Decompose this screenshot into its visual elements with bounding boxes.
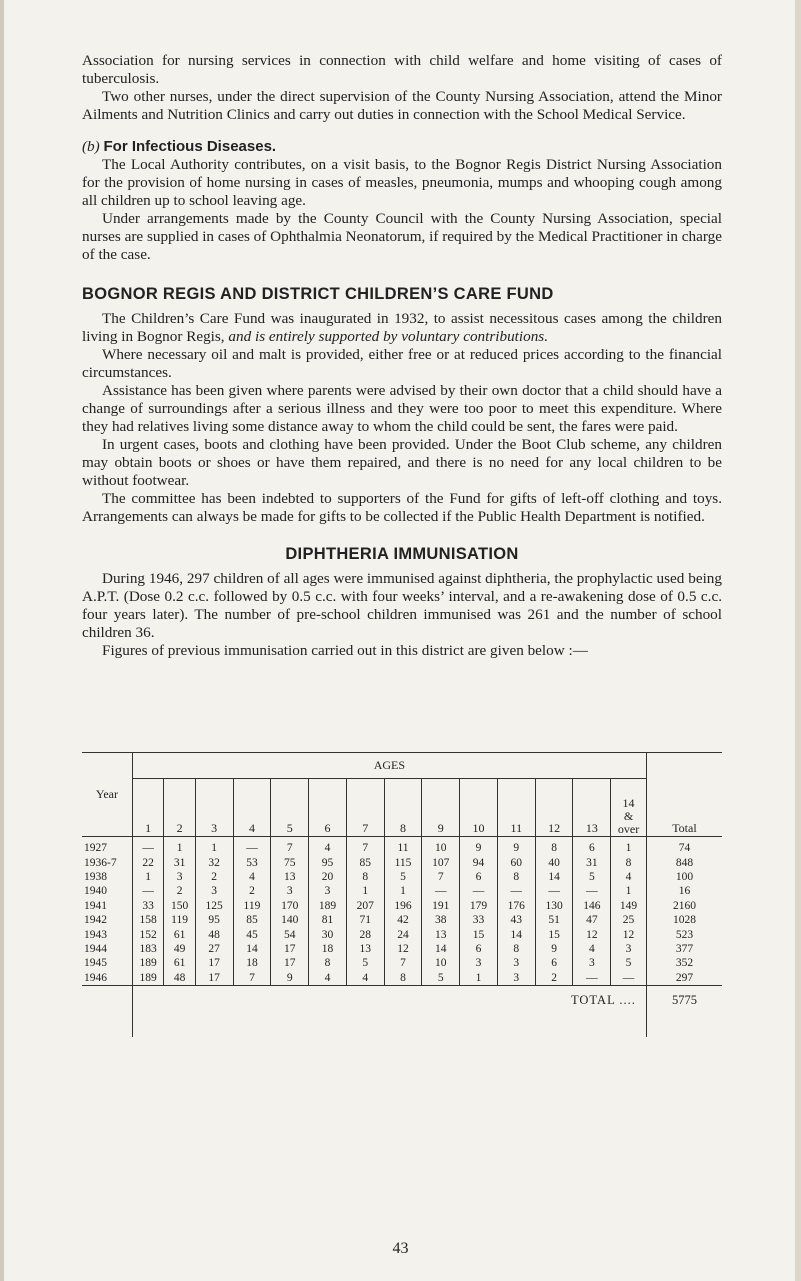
value-cell: 95 (309, 855, 347, 869)
row-total-cell: 2160 (646, 899, 722, 913)
value-cell: 3 (497, 956, 535, 970)
value-cell: 3 (309, 884, 347, 898)
value-cell: 130 (535, 899, 573, 913)
total-label: TOTAL .... (132, 985, 646, 1015)
value-cell: 107 (422, 855, 460, 869)
age-col-header: 2 (164, 779, 195, 837)
paragraph-assistance: Assistance has been given where parents were advised by their own doctor that a child should have a change of surroundings after a serious illness and they were too poor to meet this expenditure. Where they had relatives living some distance away to whom the child could be sent, the fares were paid. (82, 382, 722, 435)
value-cell: 119 (164, 913, 195, 927)
value-cell: 13 (346, 942, 384, 956)
age-header-row (82, 779, 722, 837)
value-cell: 5 (611, 956, 647, 970)
value-cell: 25 (611, 913, 647, 927)
value-cell: 43 (497, 913, 535, 927)
value-cell: — (573, 884, 611, 898)
age-col-header: 1 (132, 779, 163, 837)
value-cell: 4 (309, 837, 347, 856)
table-row (82, 913, 722, 927)
value-cell: 48 (195, 927, 233, 941)
value-cell: 17 (195, 971, 233, 986)
value-cell: 9 (271, 971, 309, 986)
year-cell: 1927 (84, 842, 107, 855)
value-cell: 3 (573, 956, 611, 970)
page-left-edge (0, 0, 4, 1281)
table-row (82, 884, 722, 898)
subsection-infectious-diseases (82, 138, 722, 156)
value-cell: 183 (132, 942, 163, 956)
row-total-cell: 352 (646, 956, 722, 970)
value-cell: 152 (132, 927, 163, 941)
value-cell: 51 (535, 913, 573, 927)
value-cell: 207 (346, 899, 384, 913)
value-cell: 1 (384, 884, 422, 898)
value-cell: — (132, 837, 163, 856)
age-col-header-over (611, 779, 647, 837)
paragraph-immunisation-1946: During 1946, 297 children of all ages were immunised against diphtheria, the prophylactic used being A.P.T. (Dose 0.2 c.c. followed by 0.5 c.c. with four weeks’ interval, and a re-awakening dose of 0.5 c.c. four years later). The number of pre-school children immunised was 261 and the number of school children 36. (82, 570, 722, 641)
value-cell: 95 (195, 913, 233, 927)
over-line-1: 14 (622, 796, 635, 810)
value-cell: 5 (573, 870, 611, 884)
footer-blank (82, 985, 132, 1015)
year-cell: 1941 (84, 899, 107, 912)
value-cell: 8 (497, 870, 535, 884)
year-cell: 1942 (84, 914, 107, 927)
value-cell: 5 (422, 971, 460, 986)
table-row (82, 956, 722, 970)
value-cell: 81 (309, 913, 347, 927)
footer-blank-2 (82, 1015, 132, 1037)
table-body (82, 837, 722, 986)
total-header: Total (646, 779, 722, 837)
document-body (82, 52, 722, 660)
value-cell: 61 (164, 956, 195, 970)
value-cell: 4 (233, 870, 271, 884)
value-cell: — (497, 884, 535, 898)
over-line-3: over (617, 822, 640, 836)
value-cell: 18 (309, 942, 347, 956)
value-cell: 18 (233, 956, 271, 970)
value-cell: 2 (195, 870, 233, 884)
value-cell: 13 (271, 870, 309, 884)
value-cell: 17 (195, 956, 233, 970)
value-cell: 20 (309, 870, 347, 884)
value-cell: — (460, 884, 498, 898)
footer-blank-3 (132, 1015, 646, 1037)
footer-blank-4 (646, 1015, 722, 1037)
value-cell: 9 (460, 837, 498, 856)
grand-total: 5775 (646, 985, 722, 1015)
table-row (82, 899, 722, 913)
row-total-cell: 16 (646, 884, 722, 898)
value-cell: 6 (460, 870, 498, 884)
value-cell: 4 (346, 971, 384, 986)
value-cell: 14 (233, 942, 271, 956)
value-cell: 9 (497, 837, 535, 856)
value-cell: 119 (233, 899, 271, 913)
year-cell: 1940 (84, 885, 107, 898)
value-cell: 1 (346, 884, 384, 898)
age-col-header: 13 (573, 779, 611, 837)
row-total-cell: 74 (646, 837, 722, 856)
value-cell: 10 (422, 956, 460, 970)
care-fund-intro-italic: and is entirely supported by voluntary contributions. (228, 328, 549, 345)
value-cell: — (573, 971, 611, 986)
value-cell: 8 (384, 971, 422, 986)
value-cell: 4 (573, 942, 611, 956)
value-cell: 170 (271, 899, 309, 913)
value-cell: 10 (422, 837, 460, 856)
value-cell: 6 (460, 942, 498, 956)
value-cell: 31 (164, 855, 195, 869)
year-cell: 1945 (84, 957, 107, 970)
value-cell: 176 (497, 899, 535, 913)
value-cell: 61 (164, 927, 195, 941)
value-cell: — (233, 837, 271, 856)
value-cell: 60 (497, 855, 535, 869)
age-col-header: 3 (195, 779, 233, 837)
value-cell: — (535, 884, 573, 898)
value-cell: 5 (384, 870, 422, 884)
value-cell: 2 (164, 884, 195, 898)
value-cell: 8 (309, 956, 347, 970)
value-cell: — (611, 971, 647, 986)
age-col-header: 5 (271, 779, 309, 837)
value-cell: 3 (497, 971, 535, 986)
value-cell: 31 (573, 855, 611, 869)
value-cell: 7 (271, 837, 309, 856)
age-col-header: 10 (460, 779, 498, 837)
value-cell: 1 (195, 837, 233, 856)
paragraph-boots-clothing: In urgent cases, boots and clothing have been provided. Under the Boot Club scheme, any children may obtain boots or shoes or have them repaired, and there is no need for any local children to be without footwear. (82, 436, 722, 489)
value-cell: 2 (535, 971, 573, 986)
value-cell: 1 (132, 870, 163, 884)
value-cell: 7 (233, 971, 271, 986)
value-cell: 2 (233, 884, 271, 898)
value-cell: 1 (611, 884, 647, 898)
value-cell: 146 (573, 899, 611, 913)
heading-care-fund: BOGNOR REGIS AND DISTRICT CHILDREN’S CARE FUND (82, 285, 554, 303)
value-cell: 14 (422, 942, 460, 956)
value-cell: 150 (164, 899, 195, 913)
value-cell: 17 (271, 942, 309, 956)
value-cell: 85 (233, 913, 271, 927)
value-cell: 13 (422, 927, 460, 941)
table-row (82, 942, 722, 956)
value-cell: 5 (346, 956, 384, 970)
value-cell: 3 (271, 884, 309, 898)
value-cell: 42 (384, 913, 422, 927)
row-total-cell: 848 (646, 855, 722, 869)
row-total-cell: 523 (646, 927, 722, 941)
value-cell: 48 (164, 971, 195, 986)
value-cell: 54 (271, 927, 309, 941)
paragraph-committee: The committee has been indebted to supporters of the Fund for gifts of left-off clothing and toys. Arrangements can always be made for gifts to be collected if the Public Health Department is notified. (82, 490, 722, 525)
value-cell: 8 (497, 942, 535, 956)
value-cell: — (132, 884, 163, 898)
value-cell: 3 (460, 956, 498, 970)
value-cell: 149 (611, 899, 647, 913)
row-total-cell: 297 (646, 971, 722, 986)
subsection-label: (b) (82, 138, 100, 155)
age-col-header: 4 (233, 779, 271, 837)
value-cell: 40 (535, 855, 573, 869)
age-col-header: 9 (422, 779, 460, 837)
subsection-heading: For Infectious Diseases. (103, 138, 277, 155)
value-cell: 9 (535, 942, 573, 956)
value-cell: 4 (309, 971, 347, 986)
value-cell: 125 (195, 899, 233, 913)
row-total-cell: 1028 (646, 913, 722, 927)
value-cell: 4 (611, 870, 647, 884)
year-header: Year (82, 753, 132, 837)
value-cell: 1 (611, 837, 647, 856)
value-cell: 8 (346, 870, 384, 884)
value-cell: 12 (573, 927, 611, 941)
table-row (82, 927, 722, 941)
value-cell: 196 (384, 899, 422, 913)
age-col-header: 12 (535, 779, 573, 837)
table-row (82, 855, 722, 869)
value-cell: 189 (132, 956, 163, 970)
age-col-header: 8 (384, 779, 422, 837)
age-col-header: 6 (309, 779, 347, 837)
table-row (82, 870, 722, 884)
year-cell: 1943 (84, 928, 107, 941)
value-cell: 14 (497, 927, 535, 941)
paragraph-nursing-association: Association for nursing services in connection with child welfare and home visiting of cases of tuberculosis. (82, 52, 722, 87)
care-fund-intro-text: The Children’s Care Fund was inaugurated in 1932, to assist necessitous cases among the children living in Bognor Regis, (82, 310, 722, 345)
value-cell: 22 (132, 855, 163, 869)
value-cell: 140 (271, 913, 309, 927)
paragraph-other-nurses: Two other nurses, under the direct supervision of the County Nursing Association, attend the Minor Ailments and Nutrition Clinics and carry out duties in connection with the School Medical Service. (82, 88, 722, 123)
value-cell: 3 (195, 884, 233, 898)
paragraph-care-fund-intro (82, 310, 722, 346)
value-cell: 94 (460, 855, 498, 869)
value-cell: 6 (573, 837, 611, 856)
age-col-header: 11 (497, 779, 535, 837)
value-cell: 189 (132, 971, 163, 986)
value-cell: 3 (611, 942, 647, 956)
table-row (82, 971, 722, 986)
value-cell: 189 (309, 899, 347, 913)
value-cell: 12 (384, 942, 422, 956)
value-cell: 30 (309, 927, 347, 941)
value-cell: 47 (573, 913, 611, 927)
row-total-cell: 377 (646, 942, 722, 956)
value-cell: 49 (164, 942, 195, 956)
age-col-header: 7 (346, 779, 384, 837)
value-cell: 158 (132, 913, 163, 927)
value-cell: 11 (384, 837, 422, 856)
value-cell: 85 (346, 855, 384, 869)
row-total-cell: 100 (646, 870, 722, 884)
value-cell: 15 (460, 927, 498, 941)
value-cell: 1 (460, 971, 498, 986)
table-row (82, 837, 722, 856)
value-cell: 75 (271, 855, 309, 869)
value-cell: 191 (422, 899, 460, 913)
value-cell: 45 (233, 927, 271, 941)
paragraph-local-authority: The Local Authority contributes, on a visit basis, to the Bognor Regis District Nursing Association for the provision of home nursing in cases of measles, pneumonia, mumps and whooping cough among all children up to school leaving age. (82, 156, 722, 209)
value-cell: 8 (535, 837, 573, 856)
page-right-edge (795, 0, 801, 1281)
paragraph-oil-malt: Where necessary oil and malt is provided, either free or at reduced prices according to the financial circumstances. (82, 346, 722, 381)
year-cell: 1944 (84, 942, 107, 955)
value-cell: 12 (611, 927, 647, 941)
paragraph-special-nurses: Under arrangements made by the County Council with the County Nursing Association, special nurses are supplied in cases of Ophthalmia Neonatorum, if required by the Medical Practitioner in charge of the case. (82, 210, 722, 263)
page-number: 43 (392, 1240, 409, 1257)
value-cell: 3 (164, 870, 195, 884)
value-cell: 14 (535, 870, 573, 884)
value-cell: 53 (233, 855, 271, 869)
value-cell: 27 (195, 942, 233, 956)
paragraph-previous-figures: Figures of previous immunisation carried out in this district are given below :— (102, 642, 588, 659)
value-cell: — (422, 884, 460, 898)
year-cell: 1936-7 (84, 856, 117, 869)
year-cell: 1938 (84, 870, 107, 883)
ages-header: AGES (132, 753, 646, 779)
value-cell: 38 (422, 913, 460, 927)
heading-diphtheria: DIPHTHERIA IMMUNISATION (285, 545, 519, 563)
value-cell: 71 (346, 913, 384, 927)
value-cell: 33 (132, 899, 163, 913)
value-cell: 8 (611, 855, 647, 869)
value-cell: 115 (384, 855, 422, 869)
value-cell: 17 (271, 956, 309, 970)
value-cell: 24 (384, 927, 422, 941)
value-cell: 6 (535, 956, 573, 970)
total-header-spacer (646, 753, 722, 779)
value-cell: 7 (422, 870, 460, 884)
immunisation-table (82, 752, 722, 1037)
value-cell: 1 (164, 837, 195, 856)
value-cell: 179 (460, 899, 498, 913)
value-cell: 33 (460, 913, 498, 927)
value-cell: 28 (346, 927, 384, 941)
over-line-2: & (623, 809, 634, 823)
value-cell: 15 (535, 927, 573, 941)
year-cell: 1946 (84, 971, 107, 984)
value-cell: 7 (384, 956, 422, 970)
value-cell: 7 (346, 837, 384, 856)
value-cell: 32 (195, 855, 233, 869)
